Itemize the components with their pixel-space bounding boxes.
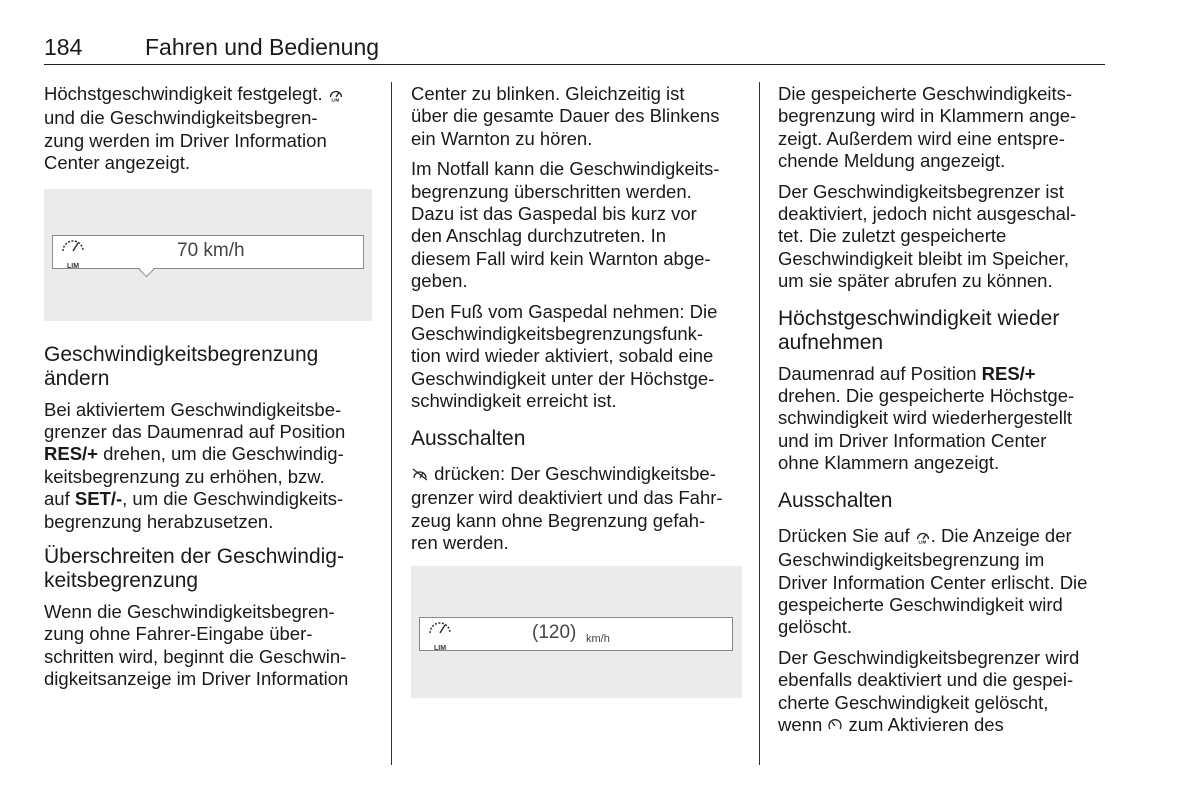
column-3: [778, 83, 1108, 746]
page-number: 184: [44, 34, 83, 60]
speed-limiter-off-icon: [411, 465, 429, 487]
section-heading: Höchstgeschwindigkeit wieder aufnehmen: [778, 306, 1060, 354]
section-heading: Überschreiten der Geschwindig- keitsbegrenzung: [44, 545, 344, 593]
paragraph: Daumenrad auf Position RES/+ drehen. Die gespeicherte Höchstge- schwindigkeit wird wiederhergestellt und im Driver Information Center ohne Klammern angezeigt.: [778, 362, 1075, 474]
section-heading: Ausschalten: [411, 426, 526, 450]
chapter-title: Fahren und Bedienung: [145, 34, 380, 60]
paragraph: drücken: Der Geschwindigkeitsbe- grenzer wird deaktiviert und das Fahr- zeug kann ohne Begrenzung gefah- ren werden.: [411, 462, 723, 553]
cruise-control-icon: [827, 716, 843, 738]
paragraph: Center zu blinken. Gleichzeitig ist über die gesamte Dauer des Blinkens ein Warnton zu hören.: [411, 83, 720, 149]
paragraph: Der Geschwindigkeitsbegrenzer wird ebenfalls deaktiviert und die gespei- cherte Geschwindigkeit gelöscht, wenn zum Aktivieren des: [778, 647, 1108, 739]
display-frame: [419, 617, 733, 651]
paragraph: Wenn die Geschwindigkeitsbegren- zung ohne Fahrer-Eingabe über- schritten wird, beginnt die Geschwin- digkeitsanzeige im Driver Information: [44, 601, 349, 690]
svg-text:LIM: LIM: [918, 539, 927, 544]
svg-text:LIM: LIM: [331, 97, 340, 102]
speed-limiter-icon: [915, 527, 931, 549]
column-divider: [759, 82, 760, 765]
paragraph: Der Geschwindigkeitsbegrenzer ist deaktiviert, jedoch nicht ausgeschal- tet. Die zuletzt gespeicherte Geschwindigkeit bleibt im Speicher, um sie später abrufen zu können.: [778, 180, 1077, 292]
column-2: [411, 83, 746, 698]
display-frame: [52, 235, 364, 269]
speed-limiter-display: [411, 566, 742, 698]
speed-limiter-icon: [328, 85, 344, 107]
paragraph: Höchstgeschwindigkeit festgelegt. LIM und die Geschwindigkeitsbegren- zung werden im Driver Information Center angezeigt.: [44, 83, 379, 175]
speed-value: (120): [532, 622, 577, 644]
paragraph: Den Fuß vom Gaspedal nehmen: Die Geschwindigkeitsbegrenzungsfunk- tion wird wieder aktiviert, sobald eine Geschwindigkeit unter der Höchstge- schwindigkeit erreicht ist.: [411, 300, 718, 412]
column-divider: [391, 82, 392, 765]
speed-limiter-display: [44, 189, 372, 321]
lim-label: LIM: [434, 645, 447, 653]
paragraph: Bei aktiviertem Geschwindigkeitsbe- grenzer das Daumenrad auf Position RES/+ drehen, um die Geschwindig- keitsbegrenzung zu erhöhen, bzw. auf SET/-, um die Geschwindigkeits- begrenzung herabzusetzen.: [44, 398, 346, 532]
column-1: [44, 83, 379, 699]
section-heading: Ausschalten: [778, 488, 893, 512]
paragraph: Drücken Sie auf LIM . Die Anzeige der Geschwindigkeitsbegrenzung im Driver Information Center erlischt. Die gespeicherte Geschwindigkeit wird gelöscht.: [778, 524, 1088, 638]
speed-value: 70 km/h: [177, 239, 245, 261]
paragraph: Im Notfall kann die Geschwindigkeits- begrenzung überschritten werden. Dazu ist das Gaspedal bis kurz vor den Anschlag durchzutreten. In diesem Fall wird kein Warnton abge- geben.: [411, 158, 720, 292]
page-header: [44, 34, 1105, 65]
section-heading: Geschwindigkeitsbegrenzung ändern: [44, 342, 319, 390]
speed-unit: km/h: [586, 633, 610, 646]
lim-label: LIM: [67, 262, 80, 270]
paragraph: Die gespeicherte Geschwindigkeits- begrenzung wird in Klammern ange- zeigt. Außerdem wird eine entspre- chende Meldung angezeigt.: [778, 83, 1077, 172]
